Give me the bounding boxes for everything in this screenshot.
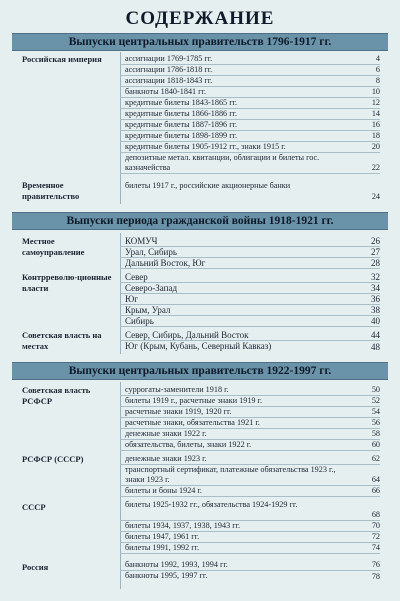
toc-row[interactable]: кредитные билеты 1843-1865 гг. 12: [120, 98, 380, 109]
group-label-counter-revolutionary: Контрреволю-ционные власти: [22, 272, 112, 293]
page-number: 12: [371, 97, 380, 107]
page-number: 58: [371, 428, 380, 438]
toc-row[interactable]: транспортный сертификат, платежные обязательства 1923 г., знаки 1923 г. 64: [120, 465, 380, 486]
toc-row[interactable]: кредитные билеты 1905-1912 гг., знаки 1915 г. 20: [120, 142, 380, 153]
page-number: 4: [375, 53, 380, 63]
toc-row[interactable]: билеты 1919 г., расчетные знаки 1919 г. 52: [120, 396, 380, 407]
page-number: 64: [371, 474, 380, 484]
page-number: 10: [371, 86, 380, 96]
group-label-rsfsr-ussr: РСФСР (СССР): [22, 454, 84, 464]
page-number: 6: [375, 64, 380, 74]
toc-row[interactable]: суррогаты-заменители 1918 г. 50: [120, 385, 380, 396]
toc-row[interactable]: кредитные билеты 1866-1886 гг. 14: [120, 109, 380, 120]
group-label-provisional-government: Временное правительство: [22, 180, 80, 201]
toc-row[interactable]: кредитные билеты 1887-1896 гг. 16: [120, 120, 380, 131]
toc-row[interactable]: билеты 1934, 1937, 1938, 1943 гг. 70: [120, 521, 380, 532]
page-number: 8: [375, 75, 380, 85]
page-number: 40: [371, 315, 380, 326]
toc-row[interactable]: билеты 1925-1932 гг., обязательства 1924-1929 гг. 68: [120, 500, 380, 521]
page-number: 48: [371, 341, 380, 352]
page-number: 16: [371, 119, 380, 129]
toc-row[interactable]: денежные знаки 1923 г. 62: [120, 454, 380, 465]
page-number: 54: [371, 406, 380, 416]
page-number: 60: [371, 439, 380, 449]
toc-row[interactable]: расчетные знаки 1919, 1920 гг. 54: [120, 407, 380, 418]
toc-row[interactable]: Северо-Запад 34: [120, 283, 380, 294]
page-number: 34: [371, 282, 380, 293]
group-label-local-self-government: Местное самоуправление: [22, 236, 85, 257]
toc-row[interactable]: денежные знаки 1922 г. 58: [120, 429, 380, 440]
page-number: 14: [371, 108, 380, 118]
page-number: 76: [371, 559, 380, 569]
page-number: 22: [371, 162, 380, 172]
toc-row[interactable]: Дальний Восток, Юг 28: [120, 258, 380, 269]
section-heading-1796-1917: Выпуски центральных правительств 1796-1917 гг.: [12, 33, 388, 51]
page-number: 44: [371, 329, 380, 340]
toc-row[interactable]: ассигнации 1786-1818 гг. 6: [120, 65, 380, 76]
toc-row[interactable]: ассигнации 1818-1843 гг. 8: [120, 76, 380, 87]
toc-row[interactable]: расчетные знаки, обязательства 1921 г. 56: [120, 418, 380, 429]
toc-row[interactable]: билеты 1917 г., российские акционерные банки 24: [125, 181, 380, 201]
toc-row[interactable]: банкноты 1840-1841 гг. 10: [120, 87, 380, 98]
page-number: 24: [371, 191, 380, 201]
group-label-russian-empire: Российская империя: [22, 54, 102, 64]
toc-row[interactable]: ассигнации 1769-1785 гг. 4: [120, 54, 380, 65]
section-heading-1918-1921: Выпуски периода гражданской войны 1918-1921 гг.: [12, 212, 388, 230]
page-number: 20: [371, 141, 380, 151]
toc-row[interactable]: Север, Сибирь, Дальний Восток 44: [120, 330, 380, 341]
toc-row[interactable]: Сибирь 40: [120, 316, 380, 327]
page-number: 27: [371, 246, 380, 257]
toc-row[interactable]: депозитные метал. квитанции, облигации и билеты гос. казначейства 22: [120, 153, 380, 174]
section-heading-1922-1997: Выпуски центральных правительств 1922-1997 гг.: [12, 362, 388, 380]
toc-row[interactable]: кредитные билеты 1898-1899 гг. 18: [120, 131, 380, 142]
toc-row[interactable]: Юг (Крым, Кубань, Северный Кавказ) 48: [125, 341, 380, 352]
toc-row[interactable]: обязательства, билеты, знаки 1922 г. 60: [120, 440, 380, 451]
group-label-soviet-rsfsr: Советская власть РСФСР: [22, 385, 91, 406]
page-number: 78: [371, 571, 380, 581]
toc-row[interactable]: банкноты 1995, 1997 гг. 78: [125, 571, 380, 581]
page-number: 68: [371, 509, 380, 519]
page-number: 74: [371, 542, 380, 552]
page-number: 26: [371, 235, 380, 246]
page-number: 38: [371, 304, 380, 315]
toc-row[interactable]: Урал, Сибирь 27: [120, 247, 380, 258]
toc-row[interactable]: билеты 1947, 1961 гг. 72: [120, 532, 380, 543]
group-label-ussr: СССР: [22, 502, 46, 512]
page-number: 62: [371, 453, 380, 463]
toc-row[interactable]: банкноты 1992, 1993, 1994 гг. 76: [120, 560, 380, 571]
page-number: 66: [371, 485, 380, 495]
page-number: 18: [371, 130, 380, 140]
toc-row[interactable]: билеты и боны 1924 г. 66: [120, 486, 380, 497]
page-title: СОДЕРЖАНИЕ: [125, 8, 275, 29]
page-number: 56: [371, 417, 380, 427]
group-label-soviet-local: Советская власть на местах: [22, 330, 102, 351]
page-number: 50: [371, 384, 380, 394]
page-number: 36: [371, 293, 380, 304]
toc-row[interactable]: Юг 36: [120, 294, 380, 305]
toc-row[interactable]: билеты 1991, 1992 гг. 74: [120, 543, 380, 554]
toc-row[interactable]: Север 32: [120, 272, 380, 283]
page-number: 52: [371, 395, 380, 405]
page-number: 70: [371, 520, 380, 530]
group-label-russia: Россия: [22, 562, 49, 572]
page-number: 72: [371, 531, 380, 541]
toc-row[interactable]: Крым, Урал 38: [120, 305, 380, 316]
toc-row[interactable]: КОМУЧ 26: [120, 236, 380, 247]
page-number: 28: [371, 257, 380, 268]
page-number: 32: [371, 271, 380, 282]
